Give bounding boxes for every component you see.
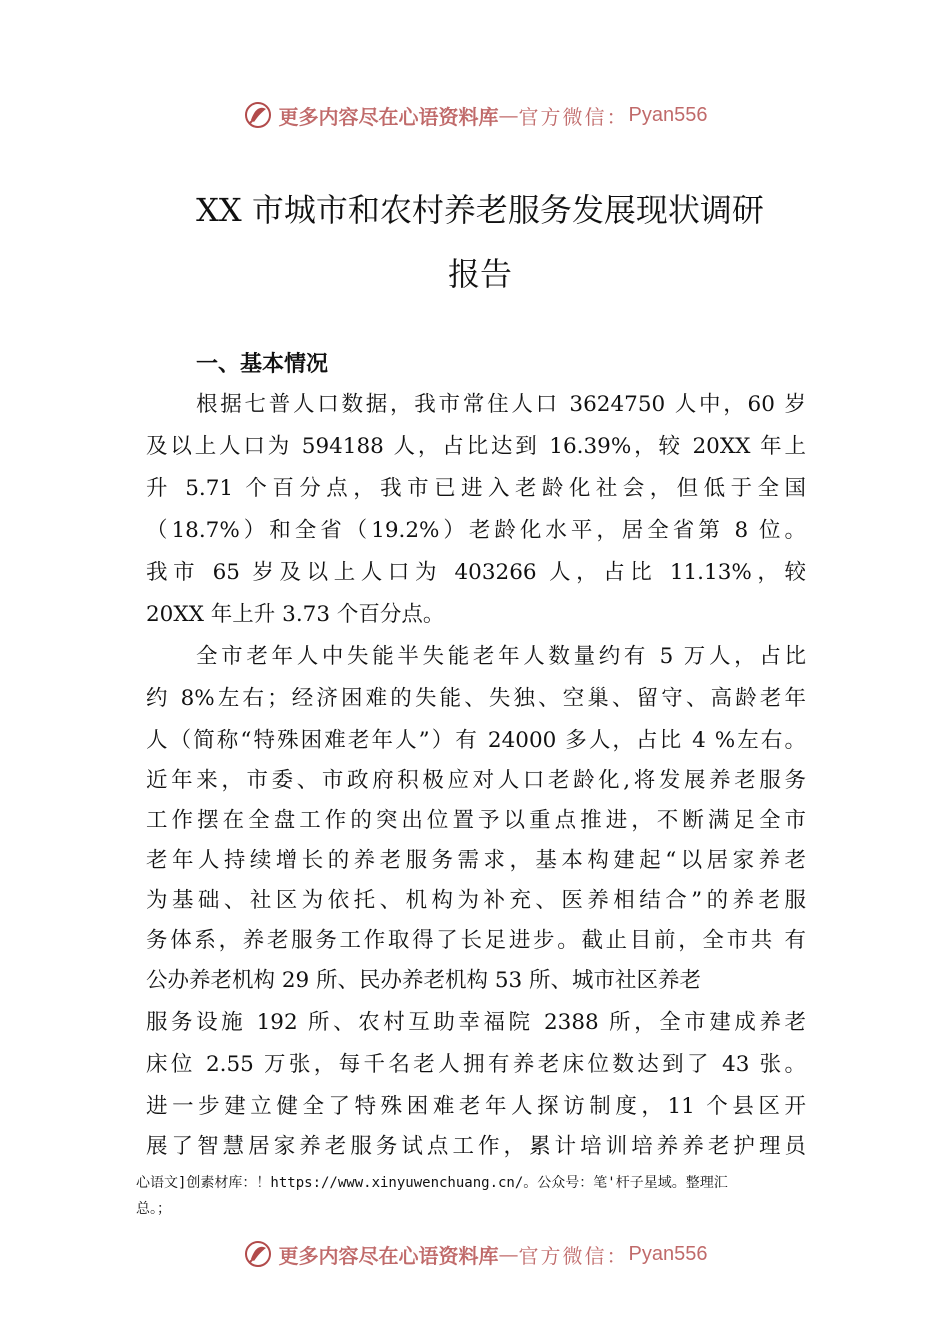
body-line: 展了智慧居家养老服务试点工作，累计培训培养养老护理员 (146, 1134, 806, 1159)
banner-wechat-label: 官方微信： (518, 104, 629, 129)
body-line: 全市老年人中失能半失能老年人数量约有 5 万人，占比 (196, 644, 806, 669)
footer-banner (0, 1234, 950, 1274)
banner-brand: 更多内容尽在心语资料库 (278, 104, 499, 129)
body-line: 升 5.71 个百分点，我市已进入老龄化社会，但低于全国 (146, 476, 806, 501)
banner-wechat-label: 官方微信： (518, 1243, 629, 1268)
body-line: 床位 2.55 万张，每千名老人拥有养老床位数达到了 43 张。 (146, 1052, 806, 1077)
body-line: 根据七普人口数据，我市常住人口 3624750 人中，60 岁 (196, 392, 806, 417)
footer-note-line-2: 总。； (136, 1201, 171, 1217)
body-line: 近年来，市委、市政府积极应对人口老龄化,将发展养老服务 (146, 768, 806, 793)
body-line: 人（简称“特殊困难老年人”）有 24000 多人，占比 4 %左右。 (146, 728, 806, 753)
banner-account: Pyan556 (628, 103, 708, 126)
banner-dash: — (498, 103, 519, 127)
body-line: 老年人持续增长的养老服务需求，基本构建起“以居家养老 (146, 848, 806, 873)
banner-dash: — (498, 1242, 519, 1266)
body-line: （18.7%）和全省（19.2%）老龄化水平，居全省第 8 位。 (146, 518, 806, 543)
logo-icon (243, 100, 273, 130)
body-line: 务体系，养老服务工作取得了长足进步。截止目前，全市共 有 (146, 928, 806, 953)
body-line: 约 8%左右；经济困难的失能、失独、空巢、留守、高龄老年 (146, 686, 806, 711)
body-line: 及以上人口为 594188 人，占比达到 16.39%，较 20XX 年上 (146, 434, 806, 459)
body-line: 服务设施 192 所、农村互助幸福院 2388 所，全市建成养老 (146, 1010, 806, 1035)
banner-account: Pyan556 (628, 1242, 708, 1265)
logo-icon (243, 1239, 273, 1269)
body-line: 20XX 年上升 3.73 个百分点。 (146, 602, 445, 627)
body-line: 为基础、社区为依托、机构为补充、医养相结合”的养老服 (146, 888, 806, 913)
body-line: 进一步建立健全了特殊困难老年人探访制度，11 个县区开 (146, 1094, 806, 1119)
header-banner (0, 95, 950, 135)
body-line: 公办养老机构 29 所、民办养老机构 53 所、城市社区养老 (146, 968, 702, 993)
document-title-line-2: 报告 (447, 255, 512, 293)
footer-note-line-1: 心语文]创素材库：！https://www.xinyuwenchuang.cn/。公众号：笔'杆子星域。整理汇 (136, 1175, 728, 1191)
section-heading: 一、基本情况 (196, 352, 329, 377)
body-line: 我市 65 岁及以上人口为 403266 人，占比 11.13%，较 (146, 560, 806, 585)
body-line: 工作摆在全盘工作的突出位置予以重点推进，不断满足全市 (146, 808, 806, 833)
banner-brand: 更多内容尽在心语资料库 (278, 1243, 499, 1268)
document-title-line-1: XX 市城市和农村养老服务发展现状调研 (196, 191, 764, 229)
